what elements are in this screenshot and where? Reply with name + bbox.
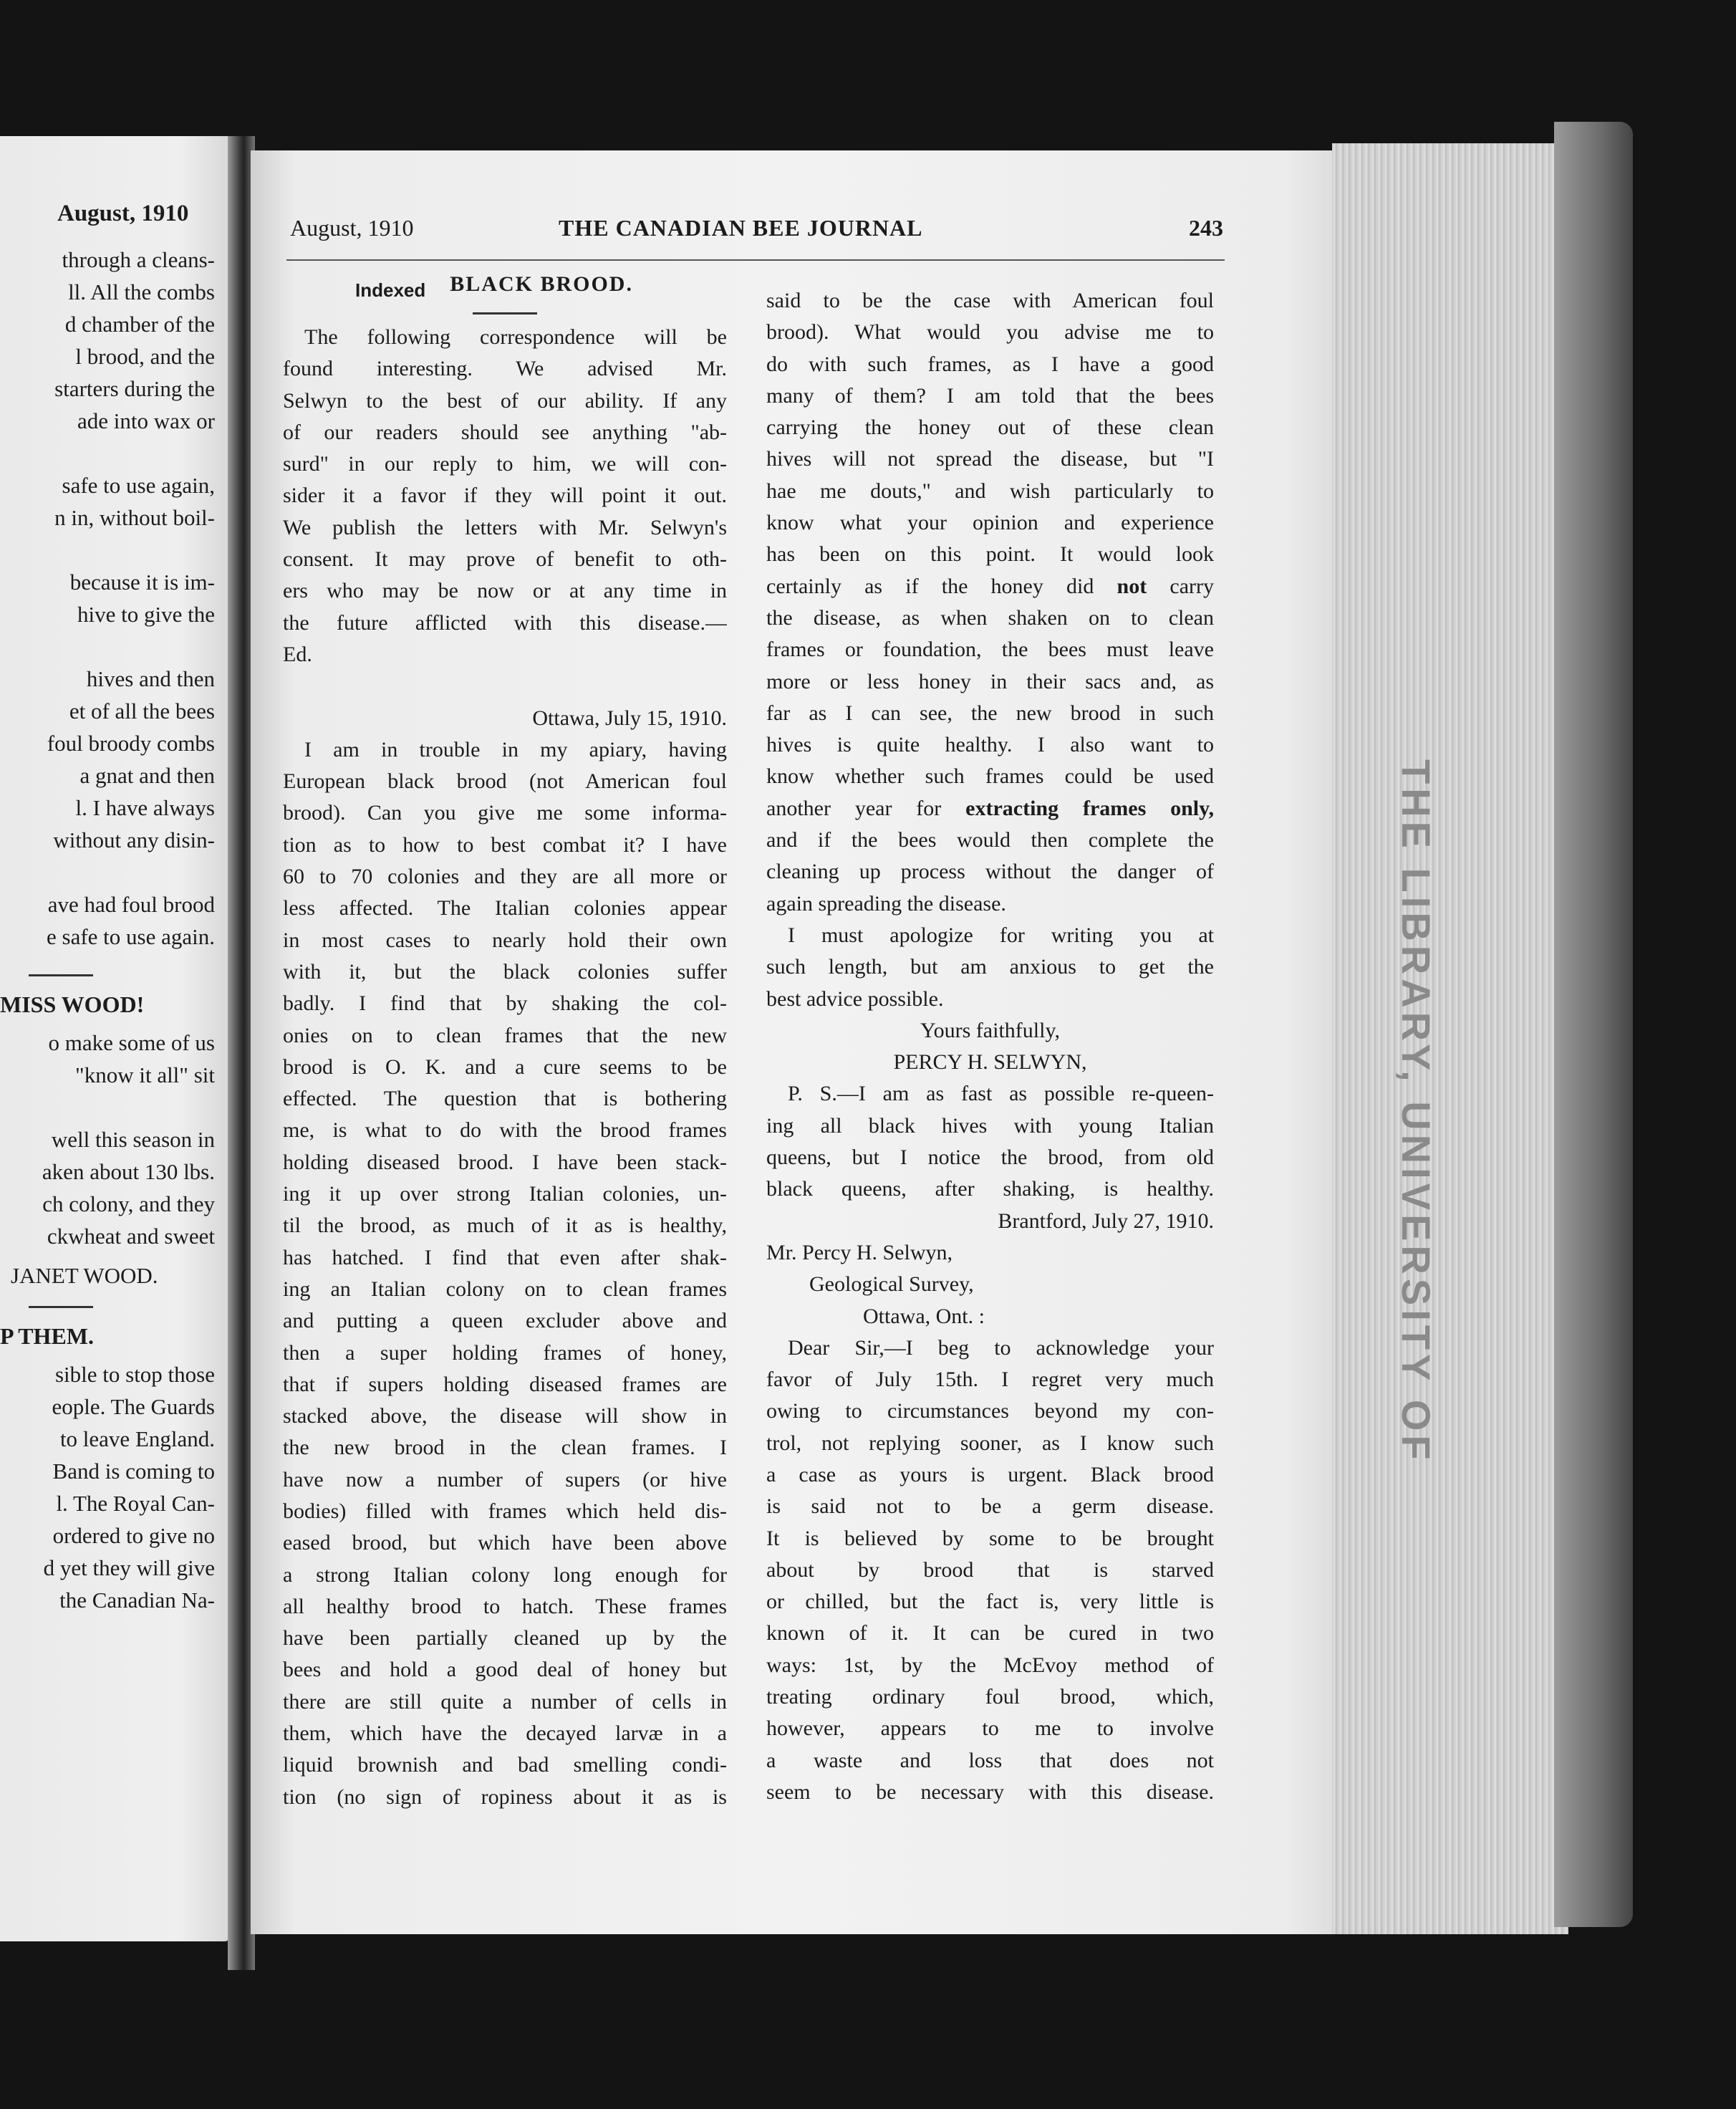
text-line: known of it. It can be cured in two xyxy=(766,1621,1214,1646)
text-line: a strong Italian colony long enough for xyxy=(283,1562,727,1587)
text-line: owing to circumstances beyond my con- xyxy=(766,1399,1214,1423)
text-line: have been partially cleaned up by the xyxy=(283,1626,727,1651)
text-line: 60 to 70 colonies and they are all more or xyxy=(283,865,727,889)
text-line: ways: 1st, by the McEvoy method of xyxy=(766,1653,1214,1677)
left-text-line: the Canadian Na- xyxy=(59,1587,215,1613)
text-line: bees and hold a good deal of honey but xyxy=(283,1658,727,1682)
text-line: certainly as if the honey did not carry xyxy=(766,574,1214,598)
left-text-line: l brood, and the xyxy=(75,344,215,369)
text-line: frames or foundation, the bees must leave xyxy=(766,638,1214,662)
text-line: Dear Sir,—I beg to acknowledge your xyxy=(788,1335,1214,1360)
text-line: liquid brownish and bad smelling condi- xyxy=(283,1753,727,1777)
text-line: ing all black hives with young Italian xyxy=(766,1113,1214,1138)
text-line: said to be the case with American foul xyxy=(766,289,1214,312)
left-page-header: August, 1910 xyxy=(57,201,189,226)
text-line: Yours faithfully, xyxy=(920,1018,1060,1042)
text-line: again spreading the disease. xyxy=(766,891,1006,916)
page-edges xyxy=(1332,143,1568,1934)
left-text-line: aken about 130 lbs. xyxy=(42,1159,215,1184)
text-line: cleaning up process without the danger of xyxy=(766,860,1214,884)
text-line: a case as yours is urgent. Black brood xyxy=(766,1462,1214,1486)
text-line: brood is O. K. and a cure seems to be xyxy=(283,1054,727,1079)
text-line: a waste and loss that does not xyxy=(766,1748,1214,1772)
text-line: tion as to how to best combat it? I have xyxy=(283,832,727,857)
text-line: the new brood in the clean frames. I xyxy=(283,1436,727,1460)
text-line: badly. I find that by shaking the col- xyxy=(283,991,727,1016)
article-heading xyxy=(283,272,727,308)
text-line: the future afflicted with this disease.— xyxy=(283,610,727,635)
column-left xyxy=(283,272,727,1813)
column-left-text xyxy=(283,322,727,1813)
text-line: me, is what to do with the brood frames xyxy=(283,1118,727,1143)
text-line: Ottawa, July 15, 1910. xyxy=(532,706,727,730)
left-text-line: MISS WOOD! xyxy=(0,991,145,1017)
left-text-line: d yet they will give xyxy=(43,1555,215,1580)
text-line: do with such frames, as I have a good xyxy=(766,352,1214,376)
text-line: then a super holding frames of honey, xyxy=(283,1340,727,1365)
text-line: treating ordinary foul brood, which, xyxy=(766,1685,1214,1709)
text-line: ing an Italian colony on to clean frames xyxy=(283,1277,727,1301)
left-section-rule xyxy=(29,974,93,976)
text-line: ing it up over strong Italian colonies, un- xyxy=(283,1182,727,1206)
text-line: is said not to be a germ disease. xyxy=(766,1494,1214,1519)
text-line: know whether such frames could be used xyxy=(766,764,1214,789)
left-text-line: e safe to use again. xyxy=(47,924,215,949)
left-text-line: P THEM. xyxy=(0,1323,94,1349)
left-section-rule xyxy=(29,1306,93,1308)
text-line: there are still quite a number of cells in xyxy=(283,1689,727,1714)
text-line: ers who may be now or at any time in xyxy=(283,579,727,603)
left-text-line: a gnat and then xyxy=(79,763,215,788)
left-text-line: foul broody combs xyxy=(47,731,215,756)
left-text-line: l. I have always xyxy=(75,795,215,820)
text-line: favor of July 15th. I regret very much xyxy=(766,1368,1214,1392)
article-title: BLACK BROOD. xyxy=(450,272,633,296)
text-line: the disease, as when shaken on to clean xyxy=(766,605,1214,630)
text-line: The following correspondence will be xyxy=(304,325,727,349)
text-line: another year for extracting frames only, xyxy=(766,796,1214,820)
text-line: found interesting. We advised Mr. xyxy=(283,357,727,381)
left-text-line: safe to use again, xyxy=(62,473,215,498)
text-line: queens, but I notice the brood, from old xyxy=(766,1145,1214,1170)
book-cover-edge xyxy=(1554,122,1633,1927)
text-line: Ed. xyxy=(283,642,312,666)
left-text-line: without any disin- xyxy=(53,827,215,852)
text-line: European black brood (not American foul xyxy=(283,769,727,794)
journal-title: THE CANADIAN BEE JOURNAL xyxy=(559,215,923,241)
left-text-line: Band is coming to xyxy=(52,1459,215,1484)
text-line: stacked above, the disease will show in xyxy=(283,1404,727,1428)
text-line: hives is quite healthy. I also want to xyxy=(766,733,1214,757)
text-line: that if supers holding diseased frames are xyxy=(283,1372,727,1396)
text-line: and putting a queen excluder above and xyxy=(283,1309,727,1333)
text-line: and if the bees would then complete the xyxy=(766,828,1214,852)
text-line: Brantford, July 27, 1910. xyxy=(998,1209,1214,1233)
left-text-line: d chamber of the xyxy=(64,312,215,337)
text-line: have now a number of supers (or hive xyxy=(283,1467,727,1491)
text-line: til the brood, as much of it as is healthy, xyxy=(283,1214,727,1238)
left-text-line: because it is im- xyxy=(69,570,215,595)
text-line: seem to be necessary with this disease. xyxy=(766,1779,1214,1804)
text-line: I am in trouble in my apiary, having xyxy=(304,737,727,762)
text-line: carrying the honey out of these clean xyxy=(766,415,1214,440)
left-text-line: starters during the xyxy=(54,376,215,401)
left-text-line: hive to give the xyxy=(77,602,215,627)
text-line: It is believed by some to be brought xyxy=(766,1526,1214,1550)
left-text-line: n in, without boil- xyxy=(54,505,215,530)
text-line: more or less honey in their sacs and, as xyxy=(766,669,1214,693)
text-line: Selwyn to the best of our ability. If any xyxy=(283,388,727,413)
text-line: consent. It may prove of benefit to oth- xyxy=(283,547,727,572)
title-rule xyxy=(473,312,537,314)
text-line: or chilled, but the fact is, very little is xyxy=(766,1590,1214,1614)
text-line xyxy=(283,671,727,702)
left-text-line: hives and then xyxy=(86,666,215,691)
text-line: them, which have the decayed larvæ in a xyxy=(283,1721,727,1746)
text-line: know what your opinion and experience xyxy=(766,511,1214,535)
left-text-line: ave had foul brood xyxy=(47,892,215,917)
text-line: hae me douts," and wish particularly to xyxy=(766,479,1214,503)
left-text-line: et of all the bees xyxy=(69,698,215,724)
left-text-line: o make some of us xyxy=(48,1030,215,1055)
text-line: effected. The question that is bothering xyxy=(283,1087,727,1111)
header-date: August, 1910 xyxy=(290,215,414,241)
text-line: bodies) filled with frames which held dis- xyxy=(283,1499,727,1523)
left-text-line: l. The Royal Can- xyxy=(56,1491,215,1516)
text-line: brood). What would you advise me to xyxy=(766,320,1214,345)
text-line: holding diseased brood. I have been stack- xyxy=(283,1150,727,1174)
text-line: eased brood, but which have been above xyxy=(283,1531,727,1555)
text-line: such length, but am anxious to get the xyxy=(766,955,1214,979)
text-line: brood). Can you give me some informa- xyxy=(283,801,727,825)
text-line: all healthy brood to hatch. These frames xyxy=(283,1594,727,1618)
page-number: 243 xyxy=(1189,215,1223,241)
text-line: Mr. Percy H. Selwyn, xyxy=(766,1240,953,1264)
left-text-line: through a cleans- xyxy=(62,247,215,272)
header-rule xyxy=(286,259,1225,261)
text-line: We publish the letters with Mr. Selwyn's xyxy=(283,515,727,539)
text-line: black queens, after shaking, is healthy. xyxy=(766,1177,1214,1201)
text-line: Ottawa, Ont. : xyxy=(766,1304,985,1328)
text-line: tion (no sign of ropiness about it as is xyxy=(283,1784,727,1809)
left-text-line: sible to stop those xyxy=(54,1362,215,1387)
text-line: with it, but the black colonies suffer xyxy=(283,959,727,984)
text-line: surd" in our reply to him, we will con- xyxy=(283,452,727,476)
text-line: many of them? I am told that the bees xyxy=(766,383,1214,408)
text-line: best advice possible. xyxy=(766,986,944,1011)
text-line: has been on this point. It would look xyxy=(766,542,1214,567)
left-text-line: eople. The Guards xyxy=(52,1394,215,1419)
left-text-line: well this season in xyxy=(51,1127,215,1152)
left-text-line: to leave England. xyxy=(59,1426,215,1451)
left-text-line: ll. All the combs xyxy=(68,279,215,304)
left-text-line: "know it all" sit xyxy=(75,1062,215,1087)
text-line: however, appears to me to involve xyxy=(766,1716,1214,1741)
text-line: I must apologize for writing you at xyxy=(788,923,1214,947)
left-text-line: JANET WOOD. xyxy=(11,1263,158,1288)
text-line: about by brood that is starved xyxy=(766,1557,1214,1582)
left-text-line: ade into wax or xyxy=(77,408,215,433)
text-line: PERCY H. SELWYN, xyxy=(893,1050,1087,1075)
library-stamp xyxy=(1393,759,1440,860)
left-text-line: ch colony, and they xyxy=(42,1191,215,1216)
text-line: of our readers should see anything "ab- xyxy=(283,420,727,444)
indexed-mark: Indexed xyxy=(355,279,426,301)
left-text-line: ckwheat and sweet xyxy=(47,1224,215,1249)
text-line: in most cases to nearly hold their own xyxy=(283,928,727,952)
text-line: has hatched. I find that even after shak- xyxy=(283,1245,727,1269)
column-right-text xyxy=(766,285,1214,1808)
text-line: onies on to clean frames that the new xyxy=(283,1023,727,1047)
column-right xyxy=(766,285,1214,1808)
text-line: Geological Survey, xyxy=(766,1272,974,1297)
text-line: P. S.—I am as fast as possible re-queen- xyxy=(788,1082,1214,1106)
text-line: less affected. The Italian colonies appear xyxy=(283,896,727,921)
text-line: hives will not spread the disease, but "I xyxy=(766,447,1214,471)
text-line: sider it a favor if they will point it out. xyxy=(283,484,727,508)
left-text-line: ordered to give no xyxy=(52,1523,215,1548)
text-line: far as I can see, the new brood in such xyxy=(766,701,1214,725)
text-line: trol, not replying sooner, as I know such xyxy=(766,1431,1214,1455)
